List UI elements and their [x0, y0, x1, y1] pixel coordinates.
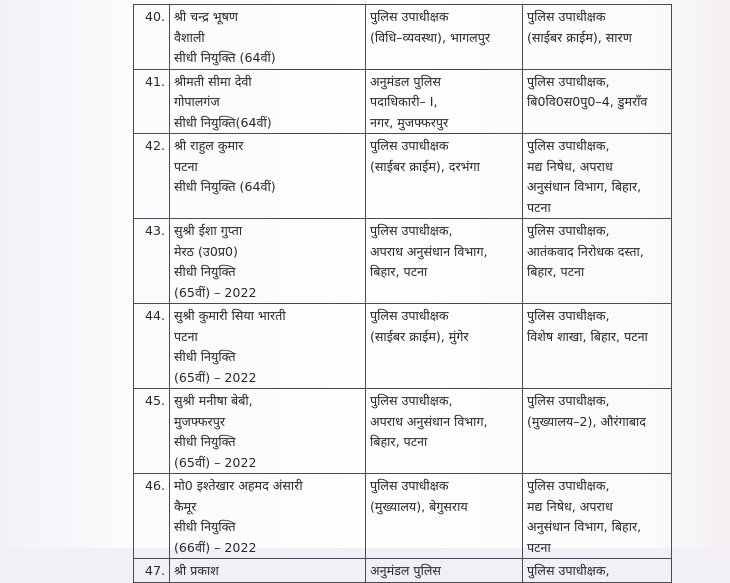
new-posting-line: पुलिस उपाधीक्षक	[527, 9, 606, 24]
current-posting-cell	[366, 389, 523, 474]
current-posting-line: बिहार, पटना	[370, 264, 428, 279]
officer-detail-line: सीधी नियुक्ति	[174, 349, 236, 364]
new-posting-cell	[523, 474, 672, 559]
table-row	[134, 304, 672, 389]
new-posting-cell	[523, 219, 672, 304]
transfer-posting-table	[133, 4, 672, 583]
officer-detail-line: सीधी नियुक्ति(64वीं)	[174, 114, 272, 130]
officer-detail-line: सुश्री ईशा गुप्ता	[174, 223, 243, 238]
current-posting-line: नगर, मुजफ्फरपुर	[370, 114, 449, 130]
current-posting-cell	[366, 219, 523, 304]
serial-number-cell: 42.	[134, 134, 170, 219]
officer-detail-line: सीधी नियुक्ति (64वीं)	[174, 50, 276, 65]
officer-name-cell	[170, 219, 366, 304]
current-posting-line: बिहार, पटना	[370, 434, 428, 449]
new-posting-cell	[523, 389, 672, 474]
officer-name-cell	[170, 474, 366, 559]
officer-detail-line: सीधी नियुक्ति	[174, 519, 236, 534]
serial-number-cell: 40.	[134, 5, 170, 70]
serial-number-cell: 46.	[134, 474, 170, 559]
officer-detail-line: (65वीं) – 2022	[174, 284, 257, 300]
serial-number-cell: 45.	[134, 389, 170, 474]
new-posting-line: पुलिस उपाधीक्षक,	[527, 393, 610, 408]
officer-detail-line: (65वीं) – 2022	[174, 369, 257, 385]
officer-detail-line: पटना	[174, 158, 198, 174]
current-posting-cell	[366, 474, 523, 559]
officer-detail-line: मेरठ (उ0प्र0)	[174, 243, 238, 259]
current-posting-line: पदाधिकारी– I,	[370, 94, 438, 109]
officer-detail-line: कैमूर	[174, 498, 197, 514]
table-row	[134, 389, 672, 474]
current-posting-line: (साईबर क्राईम), दरभंगा	[370, 158, 480, 174]
new-posting-line: पुलिस उपाधीक्षक,	[527, 138, 610, 153]
serial-number-cell: 41.	[134, 69, 170, 134]
table-row	[134, 5, 672, 70]
officer-detail-line: सीधी नियुक्ति (64वीं)	[174, 179, 276, 194]
page-edge-shadow	[700, 0, 730, 548]
new-posting-line: मद्य निषेध, अपराध	[527, 498, 613, 514]
current-posting-line: पुलिस उपाधीक्षक,	[370, 223, 453, 238]
new-posting-line: (साईबर क्राईम), सारण	[527, 29, 632, 45]
officer-detail-line: सीधी नियुक्ति	[174, 264, 236, 279]
new-posting-cell	[523, 69, 672, 134]
new-posting-line: विशेष शाखा, बिहार, पटना	[527, 328, 648, 344]
new-posting-line: आतंकवाद निरोधक दस्ता,	[527, 243, 644, 259]
new-posting-line: अनुसंधान विभाग, बिहार,	[527, 519, 642, 534]
current-posting-line: पुलिस उपाधीक्षक	[370, 138, 449, 153]
current-posting-line: अनुमंडल पुलिस	[370, 563, 441, 578]
officer-name-cell	[170, 559, 366, 583]
table-row	[134, 69, 672, 134]
current-posting-line: पुलिस उपाधीक्षक,	[370, 393, 453, 408]
serial-number-cell: 43.	[134, 219, 170, 304]
new-posting-line: पटना	[527, 539, 551, 555]
current-posting-line: (विधि–व्यवस्था), भागलपुर	[370, 29, 491, 45]
serial-number-cell: 44.	[134, 304, 170, 389]
current-posting-line: पुलिस उपाधीक्षक	[370, 9, 449, 24]
current-posting-cell	[366, 304, 523, 389]
new-posting-line: अनुसंधान विभाग, बिहार,	[527, 179, 642, 194]
current-posting-cell	[366, 134, 523, 219]
new-posting-line: बि0वि0स0पु0–4, डुमराँव	[527, 94, 648, 109]
current-posting-line: (साईबर क्राईम), मुंगेर	[370, 328, 469, 344]
new-posting-line: बिहार, पटना	[527, 264, 585, 279]
officer-name-cell	[170, 69, 366, 134]
officer-detail-line: सुश्री मनीषा बेबी,	[174, 393, 253, 408]
new-posting-line: (मुख्यालय–2), औरंगाबाद	[527, 413, 646, 429]
officer-detail-line: सुश्री कुमारी सिया भारती	[174, 308, 286, 323]
serial-number-cell: 47.	[134, 559, 170, 583]
current-posting-line: पुलिस उपाधीक्षक	[370, 478, 449, 493]
officer-name-cell	[170, 304, 366, 389]
table-row	[134, 559, 672, 583]
current-posting-line: अनुमंडल पुलिस	[370, 73, 441, 89]
current-posting-cell	[366, 559, 523, 583]
current-posting-line: पुलिस उपाधीक्षक	[370, 308, 449, 323]
table-row	[134, 134, 672, 219]
officer-detail-line: श्री चन्द्र भूषण	[174, 9, 238, 24]
current-posting-cell	[366, 69, 523, 134]
officer-name-cell	[170, 5, 366, 70]
new-posting-line: पुलिस उपाधीक्षक,	[527, 563, 610, 578]
officer-detail-line: मुजफ्फरपुर	[174, 413, 226, 429]
current-posting-cell	[366, 5, 523, 70]
new-posting-line: पुलिस उपाधीक्षक,	[527, 308, 610, 323]
officer-detail-line: गोपालगंज	[174, 94, 220, 109]
officer-detail-line: पटना	[174, 328, 198, 344]
officer-detail-line: श्री राहुल कुमार	[174, 138, 244, 153]
officer-detail-line: सीधी नियुक्ति	[174, 434, 236, 449]
new-posting-cell	[523, 304, 672, 389]
new-posting-line: पुलिस उपाधीक्षक,	[527, 223, 610, 238]
officer-detail-line: मो0 इश्तेखार अहमद अंसारी	[174, 478, 303, 493]
current-posting-line: अपराध अनुसंधान विभाग,	[370, 243, 488, 259]
new-posting-cell	[523, 134, 672, 219]
current-posting-line: अपराध अनुसंधान विभाग,	[370, 413, 488, 429]
officer-detail-line: वैशाली	[174, 29, 205, 45]
new-posting-line: पुलिस उपाधीक्षक,	[527, 73, 610, 89]
new-posting-line: पुलिस उपाधीक्षक,	[527, 478, 610, 493]
new-posting-cell	[523, 559, 672, 583]
table-row	[134, 219, 672, 304]
officer-name-cell	[170, 134, 366, 219]
officer-detail-line: श्री प्रकाश	[174, 563, 219, 578]
table-row	[134, 474, 672, 559]
officer-detail-line: श्रीमती सीमा देवी	[174, 73, 252, 89]
new-posting-line: मद्य निषेध, अपराध	[527, 158, 613, 174]
officer-name-cell	[170, 389, 366, 474]
new-posting-line: पटना	[527, 199, 551, 215]
officer-detail-line: (66वीं) – 2022	[174, 539, 257, 555]
current-posting-line: (मुख्यालय), बेगुसराय	[370, 498, 468, 514]
new-posting-cell	[523, 5, 672, 70]
officer-detail-line: (65वीं) – 2022	[174, 454, 257, 470]
